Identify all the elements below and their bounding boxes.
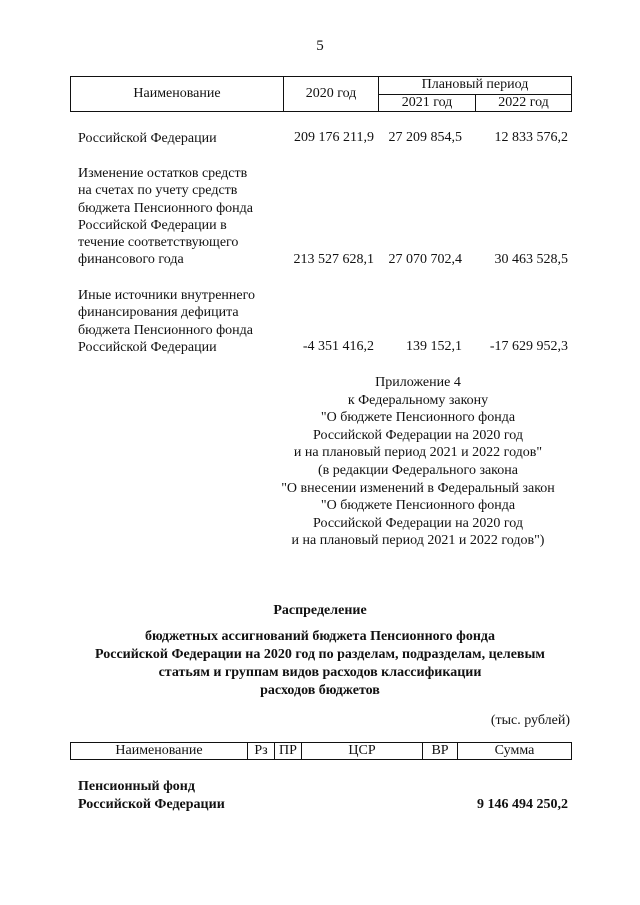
title-line: бюджетных ассигнований бюджета Пенсионного фонда bbox=[145, 629, 495, 644]
table-row bbox=[78, 287, 283, 356]
table-row bbox=[78, 130, 283, 147]
row-value-2020: 209 176 211,9 bbox=[294, 130, 374, 145]
title-line: Российской Федерации на 2020 год по разделам, подразделам, целевым bbox=[95, 647, 545, 662]
appendix-line: (в редакции Федерального закона bbox=[318, 462, 518, 478]
row-name-line: на счетах по учету средств bbox=[78, 183, 238, 199]
total-name-line: Российской Федерации bbox=[78, 797, 225, 812]
row-name-line: Изменение остатков средств bbox=[78, 166, 248, 181]
col-sum-header: Сумма bbox=[458, 743, 572, 760]
appendix-line: Российской Федерации на 2020 год bbox=[313, 427, 523, 443]
row-value-2021: 139 152,1 bbox=[406, 339, 462, 354]
page-number: 5 bbox=[316, 38, 324, 54]
bottom-table-header bbox=[70, 742, 572, 760]
col-name-header: Наименование bbox=[71, 743, 248, 760]
col-2022-header: 2022 год bbox=[476, 94, 572, 112]
row-value-2022: -17 629 952,3 bbox=[489, 339, 568, 354]
row-value-2022: 30 463 528,5 bbox=[494, 252, 568, 267]
appendix-line: "О бюджете Пенсионного фонда bbox=[320, 410, 516, 426]
section-title bbox=[50, 602, 590, 700]
row-name-line: Российской Федерации bbox=[78, 131, 217, 146]
total-sum: 9 146 494 250,2 bbox=[477, 797, 568, 812]
row-name-line: бюджета Пенсионного фонда bbox=[78, 322, 253, 338]
row-name-line: финансирования дефицита bbox=[78, 305, 239, 321]
col-2021-header: 2021 год bbox=[379, 94, 476, 112]
row-value-2021: 27 209 854,5 bbox=[388, 130, 462, 145]
col-rz-header: Рз bbox=[248, 743, 275, 760]
col-name-header: Наименование bbox=[71, 77, 284, 112]
title-heading: Распределение bbox=[273, 603, 367, 618]
appendix-line: и на плановый период 2021 и 2022 годов" bbox=[293, 445, 543, 461]
appendix-line: "О бюджете Пенсионного фонда bbox=[320, 498, 516, 514]
appendix-line: "О внесении изменений в Федеральный закон bbox=[281, 480, 555, 496]
units-label: (тыс. рублей) bbox=[490, 713, 570, 728]
title-line: статьям и группам видов расходов классификации bbox=[158, 665, 482, 680]
row-name-line: бюджета Пенсионного фонда bbox=[78, 200, 253, 216]
appendix-line: и на плановый период 2021 и 2022 годов") bbox=[291, 533, 545, 549]
total-row-name bbox=[78, 778, 225, 814]
row-value-2020: 213 527 628,1 bbox=[293, 252, 374, 267]
appendix-line: к Федеральному закону bbox=[347, 392, 489, 408]
row-value-2021: 27 070 702,4 bbox=[388, 252, 462, 267]
col-planned-header: Плановый период bbox=[379, 77, 572, 95]
row-name-line: финансового года bbox=[78, 252, 184, 268]
row-name-line: Российской Федерации в bbox=[78, 217, 227, 233]
row-name-line: Российской Федерации bbox=[78, 339, 217, 355]
row-name-line: Иные источники внутреннего bbox=[78, 288, 256, 303]
col-2020-header: 2020 год bbox=[284, 77, 379, 112]
row-name-line: течение соответствующего bbox=[78, 235, 239, 251]
appendix-line: Российской Федерации на 2020 год bbox=[313, 515, 523, 531]
title-line: расходов бюджетов bbox=[260, 683, 380, 698]
col-pr-header: ПР bbox=[275, 743, 302, 760]
row-value-2020: -4 351 416,2 bbox=[302, 339, 374, 354]
table-row bbox=[78, 165, 283, 269]
col-csr-header: ЦСР bbox=[302, 743, 423, 760]
top-table-header bbox=[70, 76, 572, 112]
row-value-2022: 12 833 576,2 bbox=[494, 130, 568, 145]
col-vr-header: ВР bbox=[423, 743, 458, 760]
appendix-line: Приложение 4 bbox=[375, 375, 461, 390]
total-name-line: Пенсионный фонд bbox=[78, 779, 195, 794]
appendix-block bbox=[218, 374, 618, 550]
